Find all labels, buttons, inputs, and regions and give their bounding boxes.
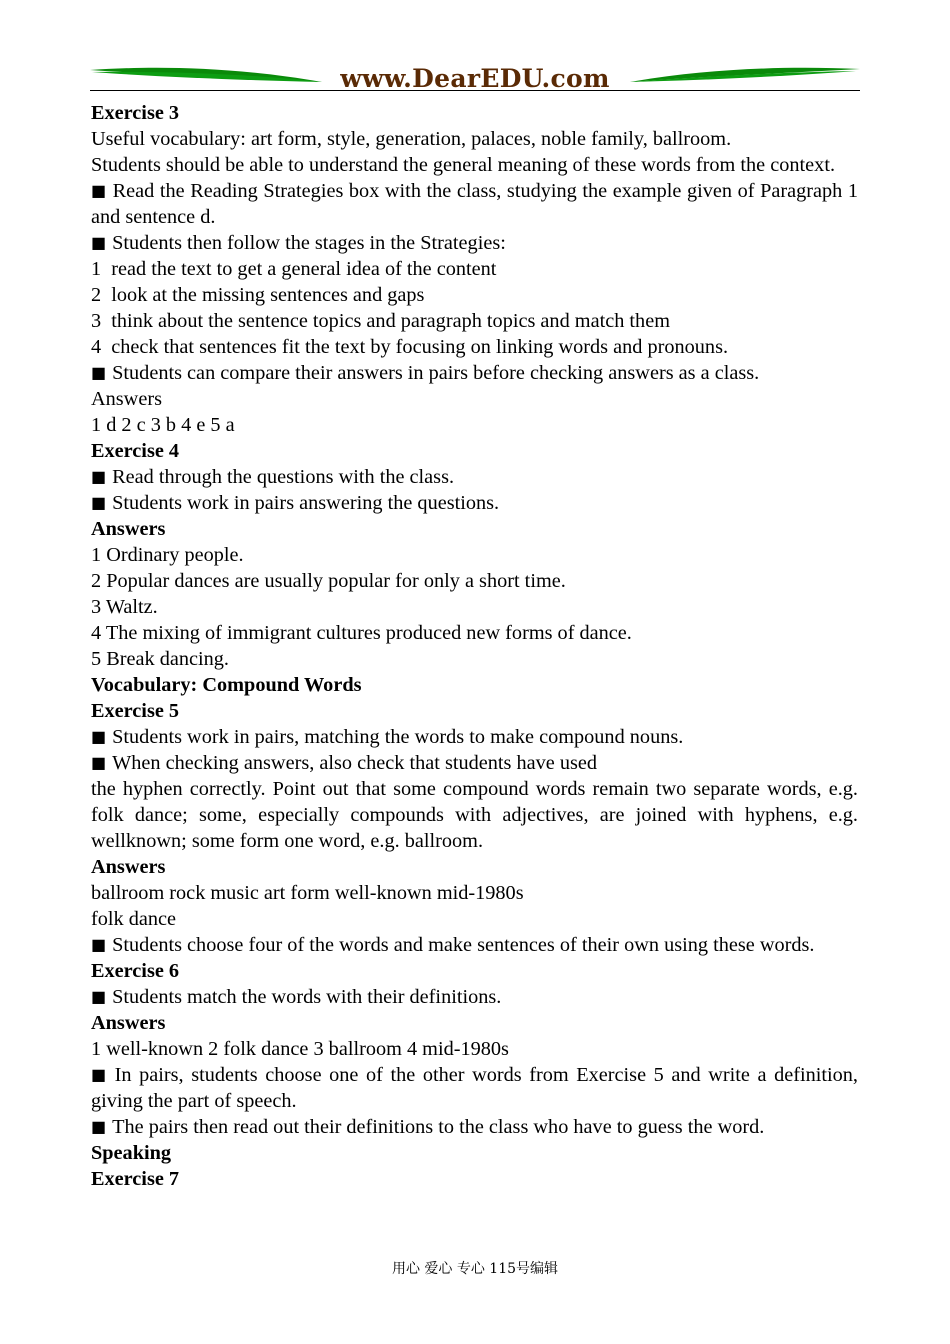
vocabulary-section-heading: Vocabulary: Compound Words (91, 674, 362, 696)
bullet-square-icon: ■ (91, 493, 107, 512)
bullet-text: Students then follow the stages in the Strategies: (112, 232, 506, 254)
exercise-5-answers-label: Answers (91, 856, 166, 878)
exercise-4-answer-2: 2 Popular dances are usually popular for only a short time. (91, 570, 566, 592)
exercise-3-answers: 1 d 2 c 3 b 4 e 5 a (91, 414, 235, 436)
strategy-step-1: 1 read the text to get a general idea of the content (91, 258, 497, 280)
exercise-5-answers-line-2: folk dance (91, 908, 177, 930)
exercise-6-bullet-2 (91, 1062, 858, 1114)
exercise-4-bullet-1 (91, 464, 858, 490)
exercise-4-answers-label: Answers (91, 518, 166, 540)
document-body (91, 100, 858, 1192)
bullet-square-icon: ■ (91, 727, 107, 746)
exercise-6-bullet-1 (91, 984, 858, 1010)
exercise-4-answer-1: 1 Ordinary people. (91, 544, 244, 566)
exercise-3-vocabulary: Useful vocabulary: art form, style, generation, palaces, noble family, ballroom. (91, 128, 732, 150)
exercise-5-bullet-3 (91, 932, 858, 958)
exercise-7-heading: Exercise 7 (91, 1168, 180, 1190)
exercise-5-bullet-1 (91, 724, 858, 750)
page-footer: 用心 爱心 专心 115号编辑 (391, 1261, 559, 1277)
bullet-text: In pairs, students choose one of the other words from Exercise 5 and write a definition, giving the part of speech. (91, 1064, 858, 1112)
bullet-square-icon: ■ (91, 363, 107, 382)
bullet-square-icon: ■ (91, 1065, 109, 1084)
bullet-square-icon: ■ (91, 935, 107, 954)
bullet-text: Students can compare their answers in pairs before checking answers as a class. (112, 362, 760, 384)
exercise-6-heading: Exercise 6 (91, 960, 180, 982)
bullet-text: Students work in pairs, matching the words to make compound nouns. (112, 726, 684, 748)
exercise-3-answers-label: Answers (91, 388, 162, 410)
bullet-square-icon: ■ (91, 181, 107, 200)
bullet-text: Students work in pairs answering the questions. (112, 492, 500, 514)
exercise-6-bullet-3 (91, 1114, 858, 1140)
exercise-4-answer-4: 4 The mixing of immigrant cultures produced new forms of dance. (91, 622, 632, 644)
exercise-4-answer-5: 5 Break dancing. (91, 648, 229, 670)
exercise-6-answers-label: Answers (91, 1012, 166, 1034)
exercise-3-bullet-3 (91, 360, 858, 386)
exercise-5-answers-line-1: ballroom rock music art form well-known mid-1980s (91, 882, 524, 904)
bullet-text: Students choose four of the words and make sentences of their own using these words. (112, 934, 815, 956)
bullet-square-icon: ■ (91, 1117, 107, 1136)
bullet-text: Students match the words with their definitions. (112, 986, 502, 1008)
site-header-text[interactable]: www.DearEDU.com (340, 64, 610, 93)
exercise-3-context-note: Students should be able to understand the general meaning of these words from the context. (91, 154, 836, 176)
exercise-4-answer-3: 3 Waltz. (91, 596, 158, 618)
bullet-text: When checking answers, also check that students have used (112, 752, 598, 774)
exercise-4-heading: Exercise 4 (91, 440, 180, 462)
header-divider (90, 90, 860, 91)
strategy-step-2: 2 look at the missing sentences and gaps (91, 284, 425, 306)
bullet-text: The pairs then read out their definitions to the class who have to guess the word. (112, 1116, 765, 1138)
bullet-square-icon: ■ (91, 233, 107, 252)
exercise-3-bullet-1 (91, 178, 858, 230)
bullet-text: Read through the questions with the class. (112, 466, 455, 488)
exercise-6-answers: 1 well-known 2 folk dance 3 ballroom 4 mid-1980s (91, 1038, 509, 1060)
bullet-square-icon: ■ (91, 753, 107, 772)
exercise-5-hyphen-paragraph: the hyphen correctly. Point out that some compound words remain two separate words, e.g. folk dance; some, especially compounds with adjectives, are joined with hyphens, e.g. wellknown; some form one word, e.g. ballroom. (91, 778, 858, 852)
bullet-text: Read the Reading Strategies box with the class, studying the example given of Paragraph 1 and sentence d. (91, 180, 858, 228)
exercise-5-bullet-2 (91, 750, 858, 776)
speaking-section-heading: Speaking (91, 1142, 172, 1164)
exercise-5-heading: Exercise 5 (91, 700, 180, 722)
strategy-step-3: 3 think about the sentence topics and paragraph topics and match them (91, 310, 670, 332)
exercise-4-bullet-2 (91, 490, 858, 516)
bullet-square-icon: ■ (91, 467, 107, 486)
exercise-3-heading: Exercise 3 (91, 102, 180, 124)
exercise-3-bullet-2 (91, 230, 858, 256)
strategy-step-4: 4 check that sentences fit the text by focusing on linking words and pronouns. (91, 336, 729, 358)
bullet-square-icon: ■ (91, 987, 107, 1006)
